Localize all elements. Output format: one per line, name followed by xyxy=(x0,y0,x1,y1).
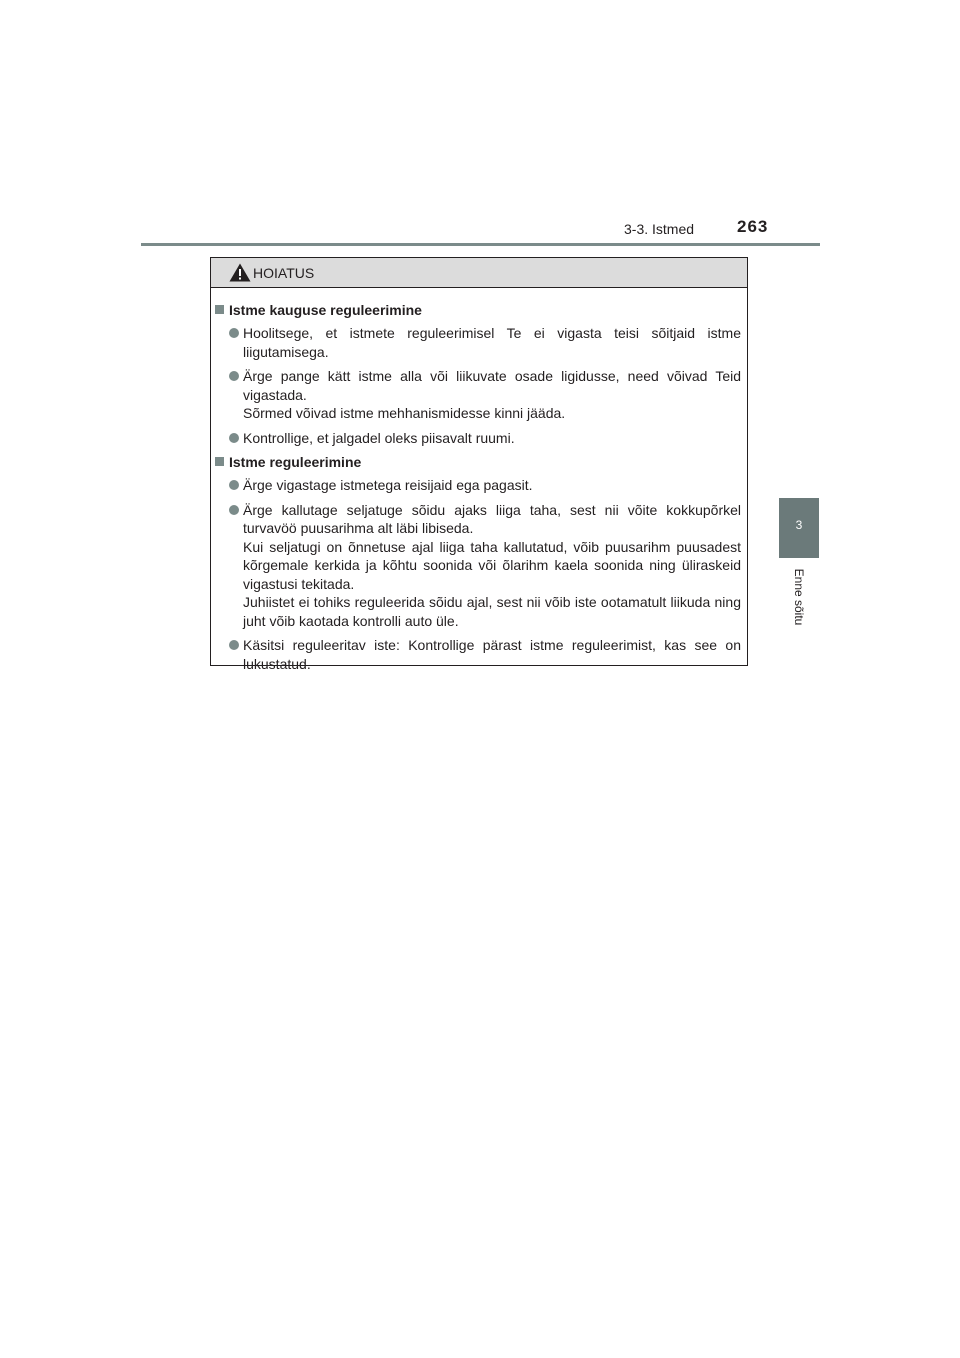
list-item-text: Hoolitsege, et istmete reguleerimisel Te ei vigasta teisi sõitjaid istme liigutamisega. xyxy=(243,325,741,360)
section-heading-text: Istme reguleerimine xyxy=(229,454,362,470)
list-item xyxy=(229,501,741,631)
chapter-number: 3 xyxy=(795,518,803,532)
page-number: 263 xyxy=(737,217,769,236)
header-divider xyxy=(141,243,820,246)
warning-triangle-icon xyxy=(229,263,251,282)
warning-title: HOIATUS xyxy=(253,265,315,281)
list-item-text: Kontrollige, et jalgadel oleks piisavalt ruumi. xyxy=(243,429,515,446)
list-item-text: Ärge vigastage istmetega reisijaid ega pagasit. xyxy=(243,477,533,493)
circle-bullet-icon xyxy=(229,328,239,338)
list-item-text: Ärge kallutage seljatuge sõidu ajaks liiga taha, sest nii võite kokkupõrkel turvavöö puusarihma alt läbi libiseda. Kui seljatugi on õnnetuse ajal liiga taha kallutatud, võib puusarihm puusadest kõrgemale kerkida ja kõhtu soonida või õlarihm kaela soonida ning üliraskeid vigastusi tekitada. Juhiistet ei tohiks reguleerida sõidu ajal, sest nii võib iste ootamatult liikuda ning juht võib kaotada kontrolli auto üle. xyxy=(243,501,741,629)
square-bullet-icon xyxy=(215,457,224,466)
list-item xyxy=(229,476,741,495)
warning-box xyxy=(210,257,748,672)
list-item xyxy=(229,636,741,673)
list-item-text: Ärge pange kätt istme alla või liikuvate osade ligidusse, need võivad Teid vigastada. Sõrmed võivad istme mehhanismidesse kinni jääda. xyxy=(243,368,741,421)
circle-bullet-icon xyxy=(229,371,239,381)
section-heading xyxy=(215,301,741,319)
list-item xyxy=(229,324,741,361)
circle-bullet-icon xyxy=(229,433,239,443)
circle-bullet-icon xyxy=(229,640,239,650)
section-heading-text: Istme kauguse reguleerimine xyxy=(229,302,422,318)
chapter-tab[interactable] xyxy=(779,498,819,558)
section-heading xyxy=(215,453,741,471)
chapter-label: Enne sõitu xyxy=(792,568,806,626)
square-bullet-icon xyxy=(215,305,224,314)
warning-header xyxy=(211,258,747,288)
circle-bullet-icon xyxy=(229,480,239,490)
warning-body xyxy=(211,288,747,673)
list-item xyxy=(229,367,741,423)
list-item xyxy=(229,429,741,448)
circle-bullet-icon xyxy=(229,505,239,515)
list-item-text: Käsitsi reguleeritav iste: Kontrollige pärast istme reguleerimist, kas see on lukustatud. xyxy=(243,637,741,672)
section-title: 3-3. Istmed xyxy=(624,221,695,237)
